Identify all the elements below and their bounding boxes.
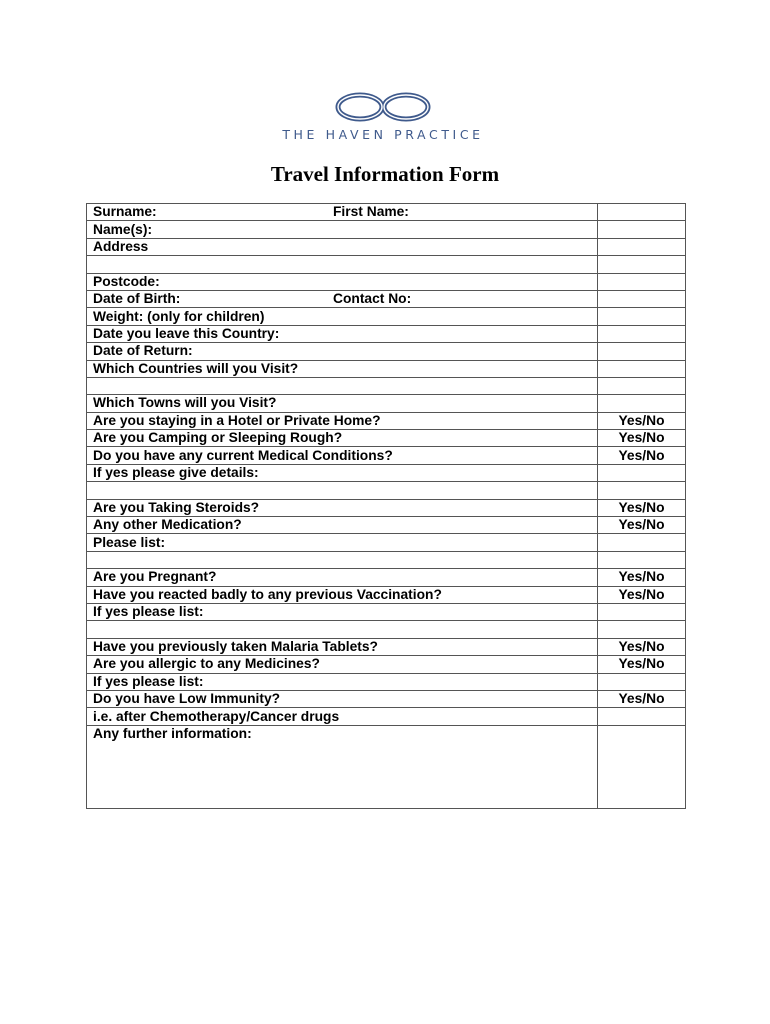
form-title: Travel Information Form xyxy=(270,162,500,186)
row-please-list xyxy=(87,534,686,551)
row-return xyxy=(87,343,686,360)
yes-no-option[interactable]: Yes/No xyxy=(598,569,686,586)
row-medical xyxy=(87,447,686,464)
row-towns xyxy=(87,395,686,412)
answer-cell[interactable] xyxy=(598,464,686,481)
names-label: Name(s): xyxy=(87,221,598,238)
row-steroids xyxy=(87,499,686,516)
row-immunity xyxy=(87,690,686,707)
steroids-label: Are you Taking Steroids? xyxy=(87,499,598,516)
blank-line[interactable] xyxy=(87,377,598,394)
answer-cell[interactable] xyxy=(598,534,686,551)
answer-cell[interactable] xyxy=(598,256,686,273)
row-blank xyxy=(87,256,686,273)
row-names xyxy=(87,221,686,238)
haven-practice-logo xyxy=(238,86,528,146)
vaccination-list-label: If yes please list: xyxy=(87,603,598,620)
blank-line[interactable] xyxy=(87,482,598,499)
infinity-logo-icon xyxy=(333,90,433,124)
answer-cell[interactable] xyxy=(598,360,686,377)
answer-cell[interactable] xyxy=(598,204,686,221)
medical-label: Do you have any current Medical Conditions? xyxy=(87,447,598,464)
medical-details-label: If yes please give details: xyxy=(87,464,598,481)
answer-cell[interactable] xyxy=(598,290,686,307)
row-leave xyxy=(87,325,686,342)
row-medical-details xyxy=(87,464,686,481)
blank-line[interactable] xyxy=(87,256,598,273)
postcode-label: Postcode: xyxy=(87,273,598,290)
dob-label: Date of Birth: xyxy=(93,291,181,307)
row-allergic-list xyxy=(87,673,686,690)
row-further xyxy=(87,725,686,808)
yes-no-option[interactable]: Yes/No xyxy=(598,517,686,534)
yes-no-option[interactable]: Yes/No xyxy=(598,690,686,707)
please-list-label: Please list: xyxy=(87,534,598,551)
answer-cell[interactable] xyxy=(598,343,686,360)
row-vaccination-list xyxy=(87,603,686,620)
weight-label: Weight: (only for children) xyxy=(87,308,598,325)
first-name-label: First Name: xyxy=(333,204,409,220)
answer-cell[interactable] xyxy=(598,603,686,620)
travel-form-table xyxy=(86,203,686,809)
row-chemo xyxy=(87,708,686,725)
further-info-label: Any further information: xyxy=(87,725,598,808)
return-date-label: Date of Return: xyxy=(87,343,598,360)
answer-cell[interactable] xyxy=(598,273,686,290)
row-postcode xyxy=(87,273,686,290)
row-countries xyxy=(87,360,686,377)
answer-cell[interactable] xyxy=(598,395,686,412)
other-medication-label: Any other Medication? xyxy=(87,517,598,534)
yes-no-option[interactable]: Yes/No xyxy=(598,430,686,447)
yes-no-option[interactable]: Yes/No xyxy=(598,586,686,603)
row-surname xyxy=(87,204,686,221)
row-other-med xyxy=(87,517,686,534)
towns-label: Which Towns will you Visit? xyxy=(87,395,598,412)
camping-label: Are you Camping or Sleeping Rough? xyxy=(87,430,598,447)
row-allergic xyxy=(87,656,686,673)
chemo-label: i.e. after Chemotherapy/Cancer drugs xyxy=(87,708,598,725)
hotel-label: Are you staying in a Hotel or Private Home? xyxy=(87,412,598,429)
pregnant-label: Are you Pregnant? xyxy=(87,569,598,586)
yes-no-option[interactable]: Yes/No xyxy=(598,447,686,464)
contact-label: Contact No: xyxy=(333,291,412,307)
answer-cell[interactable] xyxy=(598,551,686,568)
answer-cell[interactable] xyxy=(598,377,686,394)
row-blank xyxy=(87,621,686,638)
yes-no-option[interactable]: Yes/No xyxy=(598,499,686,516)
vaccination-label: Have you reacted badly to any previous Vaccination? xyxy=(87,586,598,603)
row-dob xyxy=(87,290,686,307)
row-weight xyxy=(87,308,686,325)
countries-label: Which Countries will you Visit? xyxy=(87,360,598,377)
row-pregnant xyxy=(87,569,686,586)
address-label: Address xyxy=(87,238,598,255)
answer-cell[interactable] xyxy=(598,621,686,638)
row-malaria xyxy=(87,638,686,655)
allergic-label: Are you allergic to any Medicines? xyxy=(87,656,598,673)
yes-no-option[interactable]: Yes/No xyxy=(598,656,686,673)
answer-cell[interactable] xyxy=(598,221,686,238)
yes-no-option[interactable]: Yes/No xyxy=(598,638,686,655)
row-address xyxy=(87,238,686,255)
leave-date-label: Date you leave this Country: xyxy=(87,325,598,342)
practice-name: THE HAVEN PRACTICE xyxy=(282,127,484,142)
row-hotel xyxy=(87,412,686,429)
dob-cell xyxy=(87,290,598,307)
row-blank xyxy=(87,377,686,394)
answer-cell[interactable] xyxy=(598,308,686,325)
row-blank xyxy=(87,482,686,499)
row-camping xyxy=(87,430,686,447)
answer-cell[interactable] xyxy=(598,673,686,690)
row-blank xyxy=(87,551,686,568)
allergic-list-label: If yes please list: xyxy=(87,673,598,690)
answer-cell[interactable] xyxy=(598,482,686,499)
surname-cell xyxy=(87,204,598,221)
answer-cell[interactable] xyxy=(598,238,686,255)
immunity-label: Do you have Low Immunity? xyxy=(87,690,598,707)
blank-line[interactable] xyxy=(87,551,598,568)
answer-cell[interactable] xyxy=(598,325,686,342)
yes-no-option[interactable]: Yes/No xyxy=(598,412,686,429)
malaria-label: Have you previously taken Malaria Tablets? xyxy=(87,638,598,655)
surname-label: Surname: xyxy=(93,204,157,220)
answer-cell[interactable] xyxy=(598,708,686,725)
row-vaccination xyxy=(87,586,686,603)
blank-line[interactable] xyxy=(87,621,598,638)
answer-cell[interactable] xyxy=(598,725,686,808)
